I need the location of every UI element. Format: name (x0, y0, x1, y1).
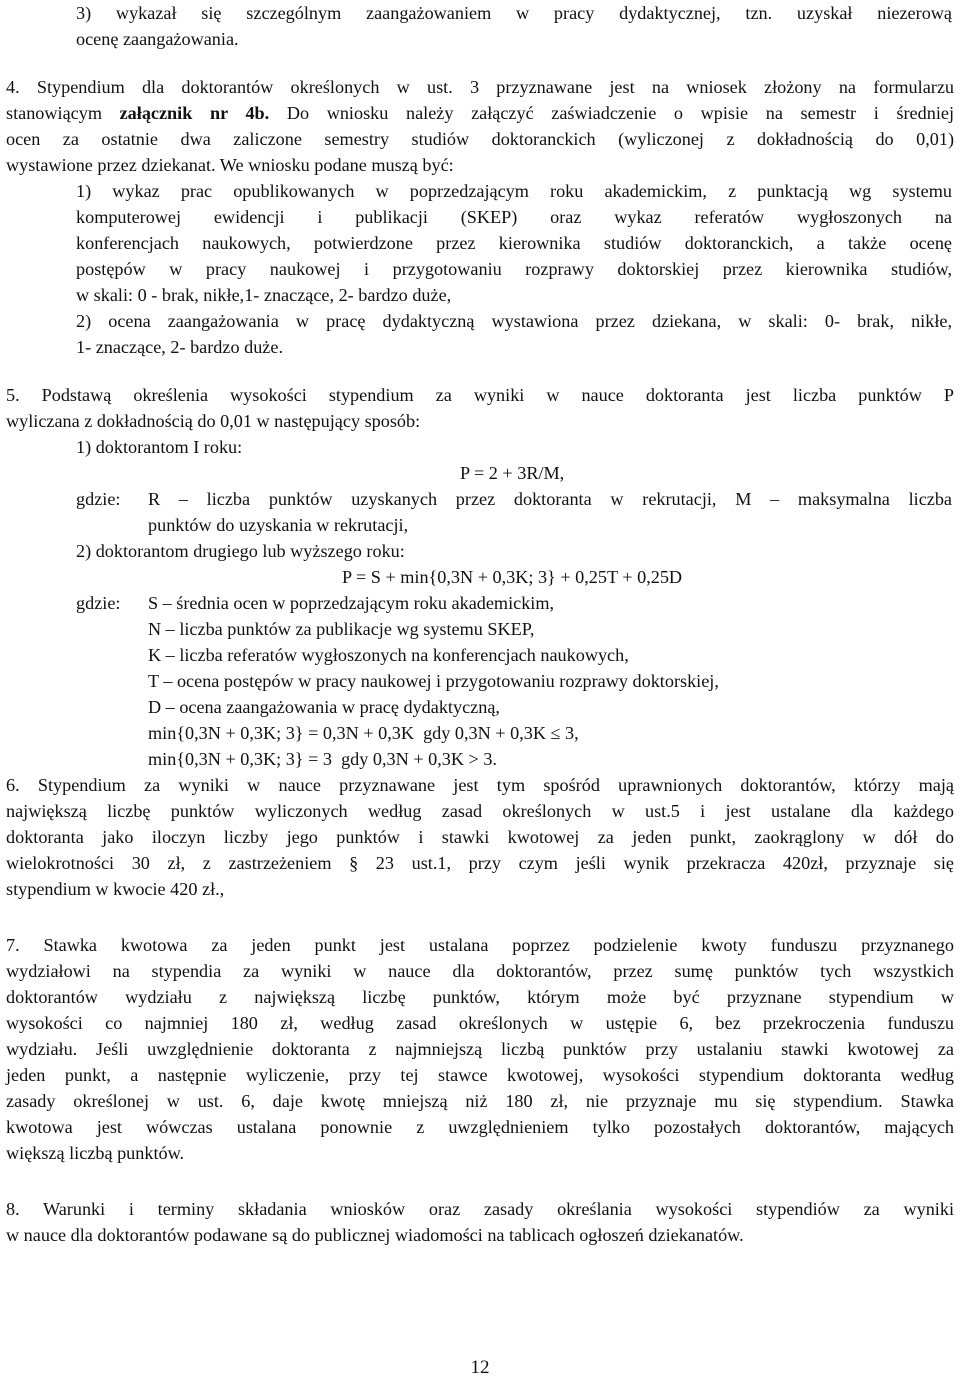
where-label: gdzie: (76, 489, 121, 509)
second-year-label: 2) doktorantom drugiego lub wyższego roku: (76, 541, 405, 561)
text-line: doktoranta jako iloczyn liczby jego punktów i stawki kwotowej za jeden punkt, zaokrąglony w dół do (6, 827, 954, 847)
text-line: 6. Stypendium za wyniki w nauce przyznawane jest tym spośród uprawnionych doktorantów, którzy mają (6, 775, 954, 795)
text-line: 4. Stypendium dla doktorantów określonych w ust. 3 przyznawane jest na wniosek złożony na formularzu (6, 77, 954, 97)
text-line: 1- znaczące, 2- bardzo duże. (76, 337, 283, 357)
text-line: T – ocena postępów w pracy naukowej i przygotowaniu rozprawy doktorskiej, (148, 671, 719, 691)
text-line: wystawione przez dziekanat. We wniosku podane muszą być: (6, 155, 454, 175)
text-line: min{0,3N + 0,3K; 3} = 0,3N + 0,3K gdy 0,3N + 0,3K ≤ 3, (148, 723, 579, 743)
text-line: największą liczbę punktów wyliczonych według zasad określonych w ust.5 i jest ustalane dla każdego (6, 801, 954, 821)
item-4-sub-1 (6, 178, 954, 308)
text-fragment: stanowiącym (6, 103, 120, 123)
text-line: większą liczbą punktów. (6, 1143, 185, 1163)
text-line: wydziału. Jeśli uwzględnienie doktoranta z najmniejszą liczbą punktów przy ustalaniu stawki kwotowej za (6, 1039, 954, 1059)
text-line: konferencjach naukowych, potwierdzone przez kierownika studiów doktoranckich, a także ocenę (76, 233, 952, 253)
text-line: komputerowej ewidencji i publikacji (SKEP) oraz wykaz referatów wygłoszonych na (76, 207, 952, 227)
text-line: postępów w pracy naukowej i przygotowaniu rozprawy doktorskiej przez kierownika studiów, (76, 259, 952, 279)
text-line: wysokości co najmniej 180 zł, według zasad określonych w ustępie 6, bez przekroczenia funduszu (6, 1013, 954, 1033)
text-line: jeden punkt, a następnie wyliczenie, przy tej stawce kwotowej, wysokości stypendium doktoranta według (6, 1065, 954, 1085)
item-8 (6, 1196, 954, 1248)
text-line (6, 100, 954, 126)
item-5 (6, 382, 954, 772)
text-line (6, 486, 952, 512)
text-line: kwotowa jest wówczas ustalana ponownie z uwzględnieniem tylko pozostałych doktorantów, mających (6, 1117, 954, 1137)
text-line: N – liczba punktów za publikacje wg systemu SKEP, (148, 619, 535, 639)
text-line: D – ocena zaangażowania w pracę dydaktyczną, (148, 697, 500, 717)
text-line: ocen za ostatnie dwa zaliczone semestry studiów doktoranckich (wyliczonej z dokładnością do 0,01) (6, 129, 954, 149)
item-3-tail (6, 0, 954, 52)
where-definition: S – średnia ocen w poprzedzającym roku akademickim, (148, 593, 555, 613)
text-line: w nauce dla doktorantów podawane są do publicznej wiadomości na tablicach ogłoszeń dziekanatów. (6, 1225, 744, 1245)
item-4 (6, 74, 954, 360)
item-6 (6, 772, 954, 902)
text-line: 2) ocena zaangażowania w pracę dydaktyczną wystawiona przez dziekana, w skali: 0- brak, nikłe, (76, 311, 952, 331)
text-line (6, 590, 954, 616)
text-line: wyliczana z dokładnością do 0,01 w następujący sposób: (6, 411, 421, 431)
text-fragment: Do wniosku należy załączyć zaświadczenie o wpisie na semestr i średniej (269, 103, 954, 123)
text-line: 8. Warunki i terminy składania wniosków oraz zasady określania wysokości stypendiów za wyniki (6, 1199, 954, 1219)
text-line: w skali: 0 - brak, nikłe,1- znaczące, 2- bardzo duże, (76, 285, 452, 305)
document-page (6, 0, 954, 1248)
item-4-sub-2 (6, 308, 954, 360)
text-line: wydziałowi na stypendia za wyniki w nauce dla doktorantów, przez sumę punktów tych wszystkich (6, 961, 954, 981)
attachment-reference: załącznik nr 4b. (119, 103, 270, 123)
where-label: gdzie: (76, 593, 121, 613)
text-line: 3) wykazał się szczególnym zaangażowaniem w pracy dydaktycznej, tzn. uzyskał niezerową (76, 3, 952, 23)
first-year-label: 1) doktorantom I roku: (76, 437, 243, 457)
text-line: 5. Podstawą określenia wysokości stypendium za wyniki w nauce doktoranta jest liczba punktów P (6, 385, 954, 405)
text-line: 7. Stawka kwotowa za jeden punkt jest ustalana poprzez podzielenie kwoty funduszu przyznanego (6, 935, 954, 955)
text-line: wielokrotności 30 zł, z zastrzeżeniem § 23 ust.1, przy czym jeśli wynik przekracza 420zł, przyznaje się (6, 853, 954, 873)
where-definition: R – liczba punktów uzyskanych przez doktoranta w rekrutacji, M – maksymalna liczba (148, 489, 952, 509)
text-line: zasady określonej w ust. 6, daje kwotę mniejszą niż 180 zł, nie przyznaje mu się stypendium. Stawka (6, 1091, 954, 1111)
text-line: K – liczba referatów wygłoszonych na konferencjach naukowych, (148, 645, 629, 665)
page-number: 12 (470, 1357, 490, 1378)
formula-second-year: P = S + min{0,3N + 0,3K; 3} + 0,25T + 0,25D (342, 567, 683, 587)
text-line: stypendium w kwocie 420 zł., (6, 879, 225, 899)
formula-first-year: P = 2 + 3R/M, (460, 463, 565, 483)
item-7 (6, 932, 954, 1166)
text-line: min{0,3N + 0,3K; 3} = 3 gdy 0,3N + 0,3K > 3. (148, 749, 497, 769)
text-line: doktorantów wydziału z największą liczbę punktów, którym może być przyznane stypendium w (6, 987, 954, 1007)
text-line: 1) wykaz prac opublikowanych w poprzedzającym roku akademickim, z punktacją wg systemu (76, 181, 952, 201)
text-line: ocenę zaangażowania. (76, 29, 239, 49)
text-line: punktów do uzyskania w rekrutacji, (148, 515, 409, 535)
